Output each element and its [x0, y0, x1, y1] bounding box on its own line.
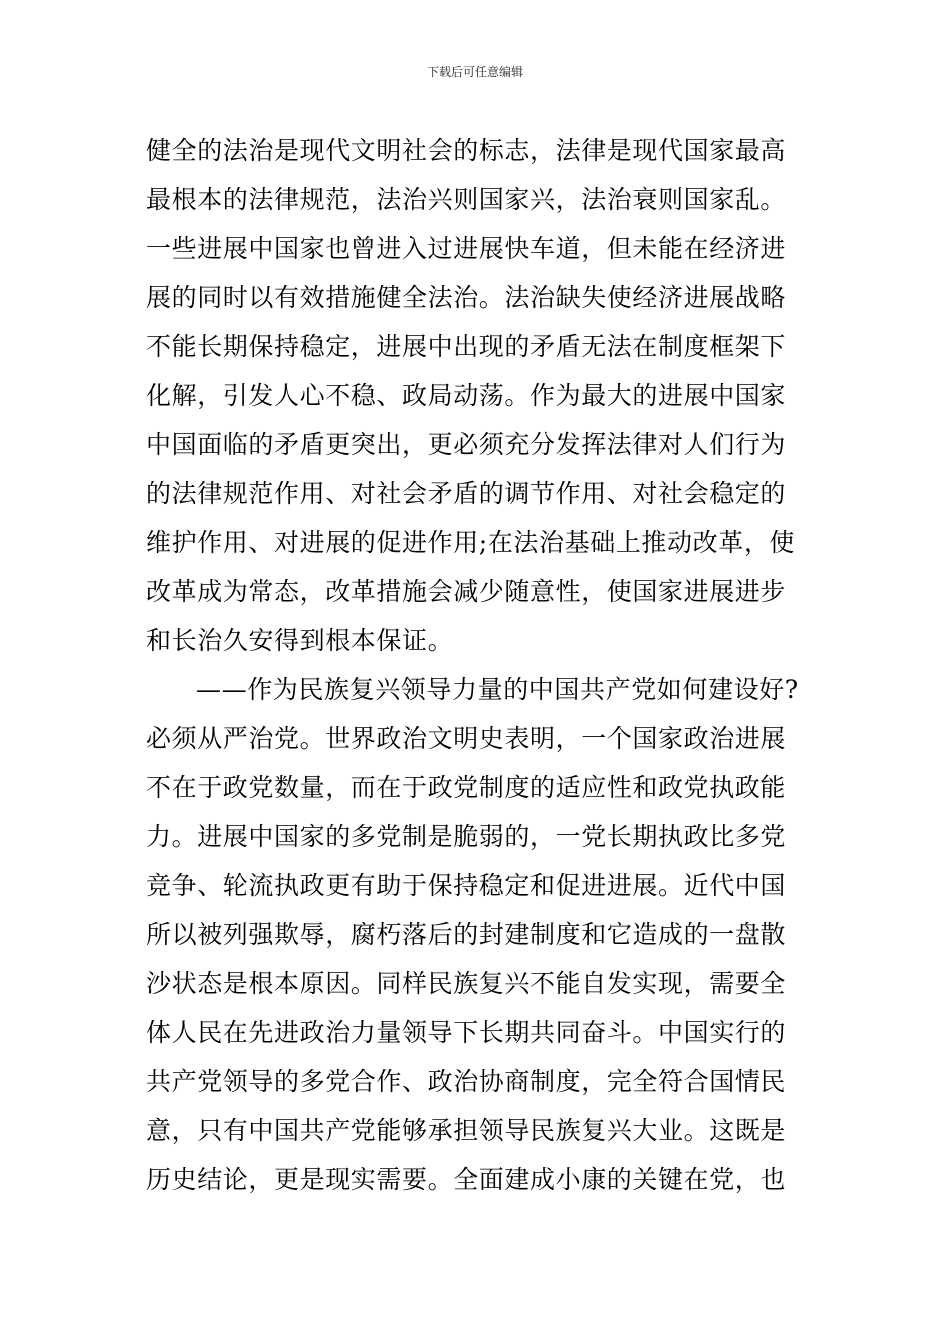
text-line: 不在于政党数量，而在于政党制度的适应性和政党执政能: [146, 773, 787, 802]
text-line: 中国面临的矛盾更突出，更必须充分发挥法律对人们行为: [146, 430, 787, 459]
text-line: 必须从严治党。世界政治文明史表明，一个国家政治进展: [146, 724, 787, 753]
text-line: 健全的法治是现代文明社会的标志，法律是现代国家最高: [146, 136, 787, 165]
text-line: 竞争、轮流执政更有助于保持稳定和促进进展。近代中国: [146, 871, 787, 900]
text-line: 体人民在先进政治力量领导下长期共同奋斗。中国实行的: [146, 1018, 787, 1047]
text-line: ——作为民族复兴领导力量的中国共产党如何建设好?: [196, 675, 799, 704]
document-body: [146, 126, 808, 1204]
text-line: 的法律规范作用、对社会矛盾的调节作用、对社会稳定的: [146, 479, 787, 508]
text-line: 沙状态是根本原因。同样民族复兴不能自发实现，需要全: [146, 969, 787, 998]
text-line: 展的同时以有效措施健全法治。法治缺失使经济进展战略: [146, 283, 787, 312]
text-line: 最根本的法律规范，法治兴则国家兴，法治衰则国家乱。: [146, 185, 787, 214]
text-line: 改革成为常态，改革措施会减少随意性，使国家进展进步: [146, 577, 787, 606]
text-line: 历史结论，更是现实需要。全面建成小康的关键在党，也: [146, 1165, 787, 1194]
text-line: 意，只有中国共产党能够承担领导民族复兴大业。这既是: [146, 1116, 787, 1145]
text-line: 所以被列强欺辱，腐朽落后的封建制度和它造成的一盘散: [146, 920, 787, 949]
paragraph-1: [146, 126, 808, 665]
paragraph-2: [146, 665, 808, 1204]
text-line: 和长治久安得到根本保证。: [146, 626, 454, 655]
text-line: 不能长期保持稳定，进展中出现的矛盾无法在制度框架下: [146, 332, 787, 361]
text-line: 力。进展中国家的多党制是脆弱的，一党长期执政比多党: [146, 822, 787, 851]
text-line: 共产党领导的多党合作、政治协商制度，完全符合国情民: [146, 1067, 787, 1096]
text-line: 维护作用、对进展的促进作用;在法治基础上推动改革，使: [146, 528, 796, 557]
page-header: 下载后可任意编辑: [426, 65, 523, 79]
text-line: 一些进展中国家也曾进入过进展快车道，但未能在经济进: [146, 234, 787, 263]
text-line: 化解，引发人心不稳、政局动荡。作为最大的进展中国家: [146, 381, 787, 410]
